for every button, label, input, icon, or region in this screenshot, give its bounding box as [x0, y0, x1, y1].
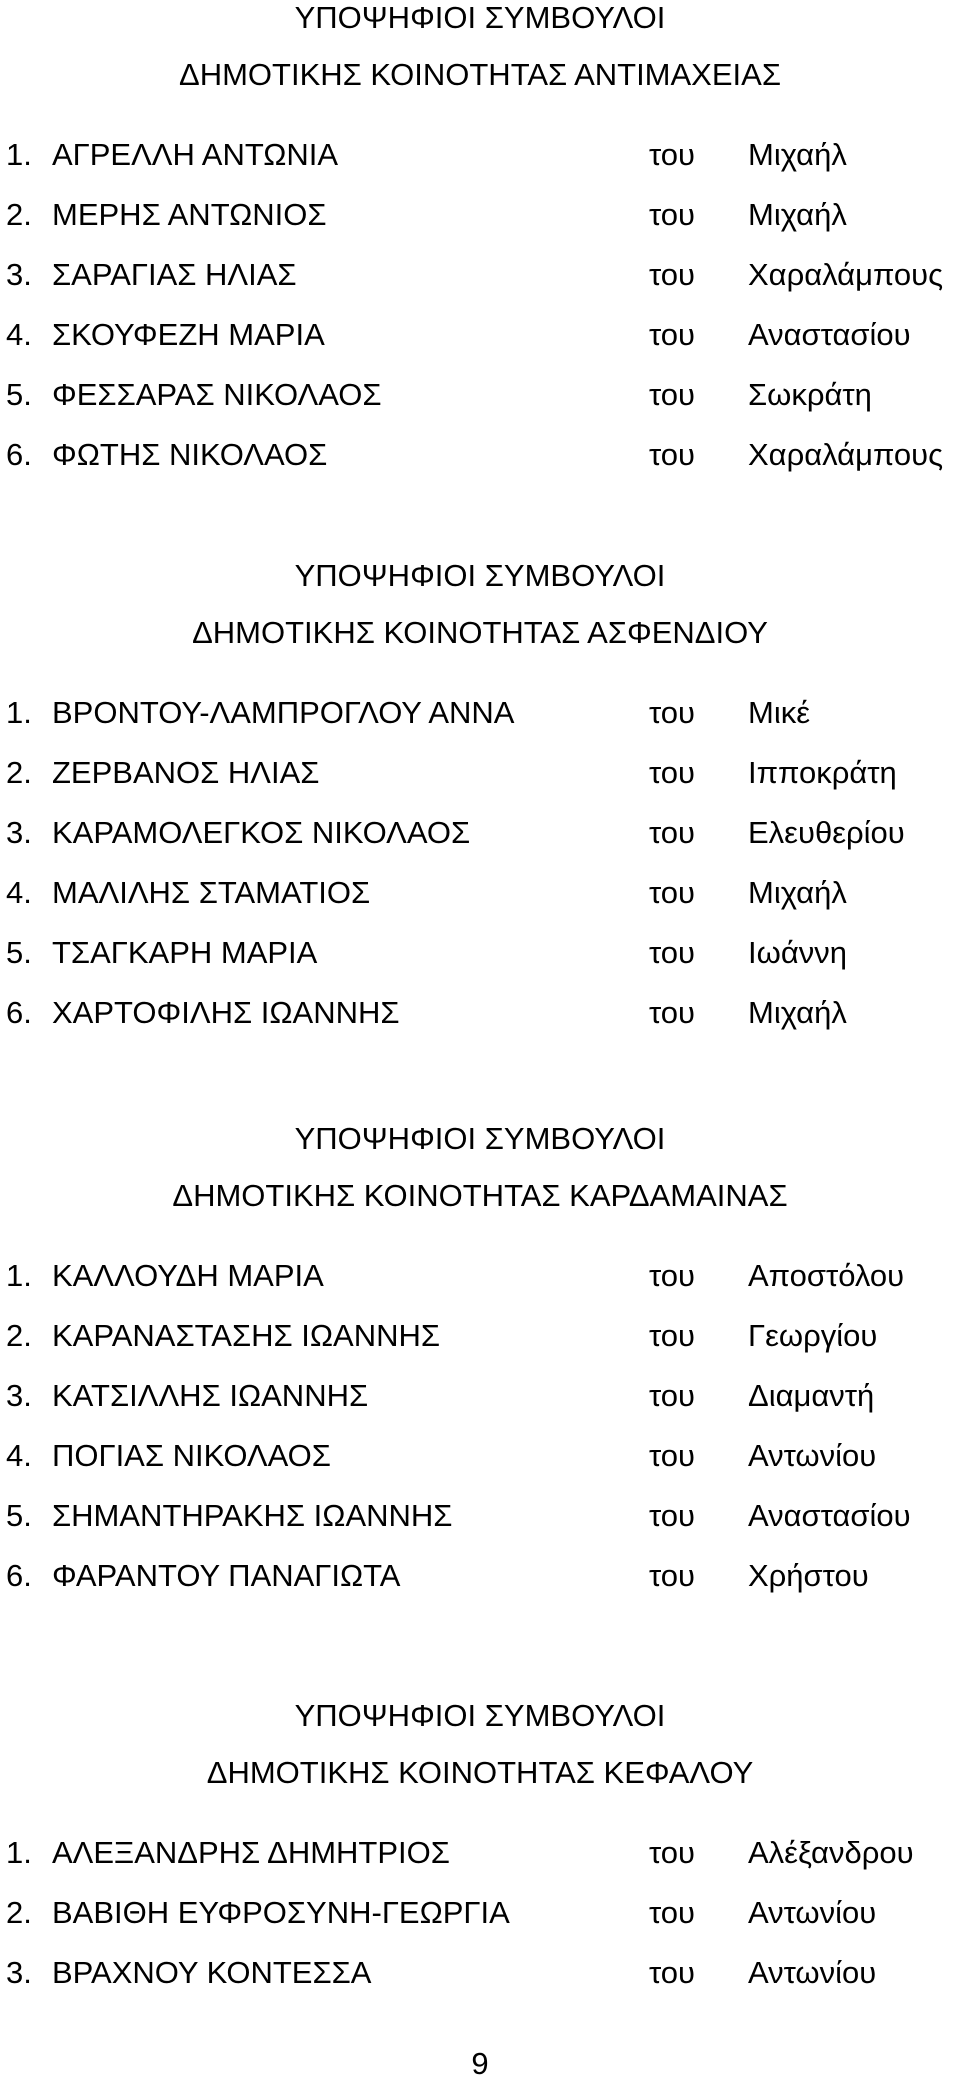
candidate-row — [0, 875, 960, 915]
father-name: Χαραλάμπους — [748, 257, 944, 292]
tou-label: του — [649, 1955, 696, 1990]
row-number: 5. — [6, 377, 32, 412]
row-number: 2. — [6, 1318, 32, 1353]
candidate-row — [0, 257, 960, 297]
candidate-name: ΠΟΓΙΑΣ ΝΙΚΟΛΑΟΣ — [52, 1438, 331, 1473]
father-name: Χρήστου — [748, 1558, 869, 1593]
section-subtitle: ΔΗΜΟΤΙΚΗΣ ΚΟΙΝΟΤΗΤΑΣ ΑΣΦΕΝΔΙΟΥ — [192, 615, 768, 650]
father-name: Διαμαντή — [748, 1378, 875, 1413]
father-name: Ελευθερίου — [748, 815, 905, 850]
tou-label: του — [649, 437, 696, 472]
tou-label: του — [649, 1438, 696, 1473]
row-number: 6. — [6, 437, 32, 472]
tou-label: του — [649, 1835, 696, 1870]
section-subtitle: ΔΗΜΟΤΙΚΗΣ ΚΟΙΝΟΤΗΤΑΣ ΚΕΦΑΛΟΥ — [206, 1755, 754, 1790]
row-number: 4. — [6, 875, 32, 910]
candidate-row — [0, 1378, 960, 1418]
tou-label: του — [649, 137, 696, 172]
tou-label: του — [649, 695, 696, 730]
section-title: ΥΠΟΨΗΦΙΟΙ ΣΥΜΒΟΥΛΟΙ — [294, 558, 666, 593]
candidate-row — [0, 755, 960, 795]
candidate-name: ΚΑΛΛΟΥΔΗ ΜΑΡΙΑ — [52, 1258, 324, 1293]
candidate-row — [0, 377, 960, 417]
candidate-row — [0, 1835, 960, 1875]
candidate-name: ΣΑΡΑΓΙΑΣ ΗΛΙΑΣ — [52, 257, 297, 292]
candidate-name: ΦΕΣΣΑΡΑΣ ΝΙΚΟΛΑΟΣ — [52, 377, 382, 412]
row-number: 2. — [6, 1895, 32, 1930]
row-number: 3. — [6, 815, 32, 850]
father-name: Μιχαήλ — [748, 875, 847, 910]
section-subtitle: ΔΗΜΟΤΙΚΗΣ ΚΟΙΝΟΤΗΤΑΣ ΚΑΡΔΑΜΑΙΝΑΣ — [172, 1178, 788, 1213]
candidate-name: ΖΕΡΒΑΝΟΣ ΗΛΙΑΣ — [52, 755, 320, 790]
candidate-name: ΒΑΒΙΘΗ ΕΥΦΡΟΣΥΝΗ-ΓΕΩΡΓΙΑ — [52, 1895, 510, 1930]
candidate-name: ΣΗΜΑΝΤΗΡΑΚΗΣ ΙΩΑΝΝΗΣ — [52, 1498, 453, 1533]
row-number: 4. — [6, 1438, 32, 1473]
father-name: Γεωργίου — [748, 1318, 878, 1353]
row-number: 5. — [6, 1498, 32, 1533]
section-title: ΥΠΟΨΗΦΙΟΙ ΣΥΜΒΟΥΛΟΙ — [294, 1121, 666, 1156]
father-name: Σωκράτη — [748, 377, 872, 412]
row-number: 2. — [6, 197, 32, 232]
row-number: 6. — [6, 1558, 32, 1593]
father-name: Αποστόλου — [748, 1258, 905, 1293]
father-name: Ιωάννη — [748, 935, 847, 970]
tou-label: του — [649, 1378, 696, 1413]
father-name: Αναστασίου — [748, 317, 911, 352]
candidate-name: ΑΛΕΞΑΝΔΡΗΣ ΔΗΜΗΤΡΙΟΣ — [52, 1835, 450, 1870]
tou-label: του — [649, 935, 696, 970]
tou-label: του — [649, 995, 696, 1030]
candidate-name: ΚΑΡΑΜΟΛΕΓΚΟΣ ΝΙΚΟΛΑΟΣ — [52, 815, 471, 850]
father-name: Μιχαήλ — [748, 197, 847, 232]
father-name: Μιχαήλ — [748, 137, 847, 172]
candidate-row — [0, 1558, 960, 1598]
candidate-row — [0, 1438, 960, 1478]
father-name: Αντωνίου — [748, 1895, 877, 1930]
row-number: 1. — [6, 137, 32, 172]
row-number: 5. — [6, 935, 32, 970]
row-number: 1. — [6, 1835, 32, 1870]
tou-label: του — [649, 1498, 696, 1533]
candidate-row — [0, 437, 960, 477]
father-name: Αναστασίου — [748, 1498, 911, 1533]
father-name: Αλέξανδρου — [748, 1835, 914, 1870]
candidate-name: ΒΡΑΧΝΟΥ ΚΟΝΤΕΣΣΑ — [52, 1955, 372, 1990]
candidate-row — [0, 1955, 960, 1995]
tou-label: του — [649, 1895, 696, 1930]
page-number: 9 — [471, 2046, 489, 2081]
candidate-row — [0, 197, 960, 237]
candidate-name: ΣΚΟΥΦΕΖΗ ΜΑΡΙΑ — [52, 317, 325, 352]
candidate-row — [0, 1258, 960, 1298]
row-number: 1. — [6, 695, 32, 730]
row-number: 3. — [6, 1378, 32, 1413]
candidate-name: ΦΑΡΑΝΤΟΥ ΠΑΝΑΓΙΩΤΑ — [52, 1558, 401, 1593]
section-title: ΥΠΟΨΗΦΙΟΙ ΣΥΜΒΟΥΛΟΙ — [294, 1698, 666, 1733]
candidate-row — [0, 1498, 960, 1538]
tou-label: του — [649, 197, 696, 232]
candidate-name: ΚΑΡΑΝΑΣΤΑΣΗΣ ΙΩΑΝΝΗΣ — [52, 1318, 441, 1353]
candidate-name: ΑΓΡΕΛΛΗ ΑΝΤΩΝΙΑ — [52, 137, 339, 172]
row-number: 6. — [6, 995, 32, 1030]
candidate-row — [0, 995, 960, 1035]
father-name: Μικέ — [748, 695, 811, 730]
candidate-row — [0, 815, 960, 855]
candidate-row — [0, 1318, 960, 1358]
candidate-name: ΜΑΛΙΛΗΣ ΣΤΑΜΑΤΙΟΣ — [52, 875, 371, 910]
tou-label: του — [649, 377, 696, 412]
tou-label: του — [649, 755, 696, 790]
candidate-name: ΚΑΤΣΙΛΛΗΣ ΙΩΑΝΝΗΣ — [52, 1378, 369, 1413]
section-title: ΥΠΟΨΗΦΙΟΙ ΣΥΜΒΟΥΛΟΙ — [294, 0, 666, 35]
row-number: 2. — [6, 755, 32, 790]
candidate-row — [0, 317, 960, 357]
father-name: Αντωνίου — [748, 1438, 877, 1473]
candidate-name: ΒΡΟΝΤΟΥ-ΛΑΜΠΡΟΓΛΟΥ ΑΝΝΑ — [52, 695, 515, 730]
candidate-name: ΤΣΑΓΚΑΡΗ ΜΑΡΙΑ — [52, 935, 318, 970]
row-number: 3. — [6, 257, 32, 292]
father-name: Ιπποκράτη — [748, 755, 897, 790]
father-name: Μιχαήλ — [748, 995, 847, 1030]
tou-label: του — [649, 1318, 696, 1353]
tou-label: του — [649, 1258, 696, 1293]
tou-label: του — [649, 317, 696, 352]
candidate-name: ΜΕΡΗΣ ΑΝΤΩΝΙΟΣ — [52, 197, 327, 232]
father-name: Αντωνίου — [748, 1955, 877, 1990]
father-name: Χαραλάμπους — [748, 437, 944, 472]
candidate-row — [0, 1895, 960, 1935]
candidate-row — [0, 137, 960, 177]
row-number: 3. — [6, 1955, 32, 1990]
section-subtitle: ΔΗΜΟΤΙΚΗΣ ΚΟΙΝΟΤΗΤΑΣ ΑΝΤΙΜΑΧΕΙΑΣ — [179, 57, 781, 92]
candidate-name: ΧΑΡΤΟΦΙΛΗΣ ΙΩΑΝΝΗΣ — [52, 995, 400, 1030]
candidate-row — [0, 935, 960, 975]
row-number: 1. — [6, 1258, 32, 1293]
tou-label: του — [649, 875, 696, 910]
tou-label: του — [649, 1558, 696, 1593]
tou-label: του — [649, 257, 696, 292]
tou-label: του — [649, 815, 696, 850]
candidate-name: ΦΩΤΗΣ ΝΙΚΟΛΑΟΣ — [52, 437, 328, 472]
row-number: 4. — [6, 317, 32, 352]
candidate-row — [0, 695, 960, 735]
